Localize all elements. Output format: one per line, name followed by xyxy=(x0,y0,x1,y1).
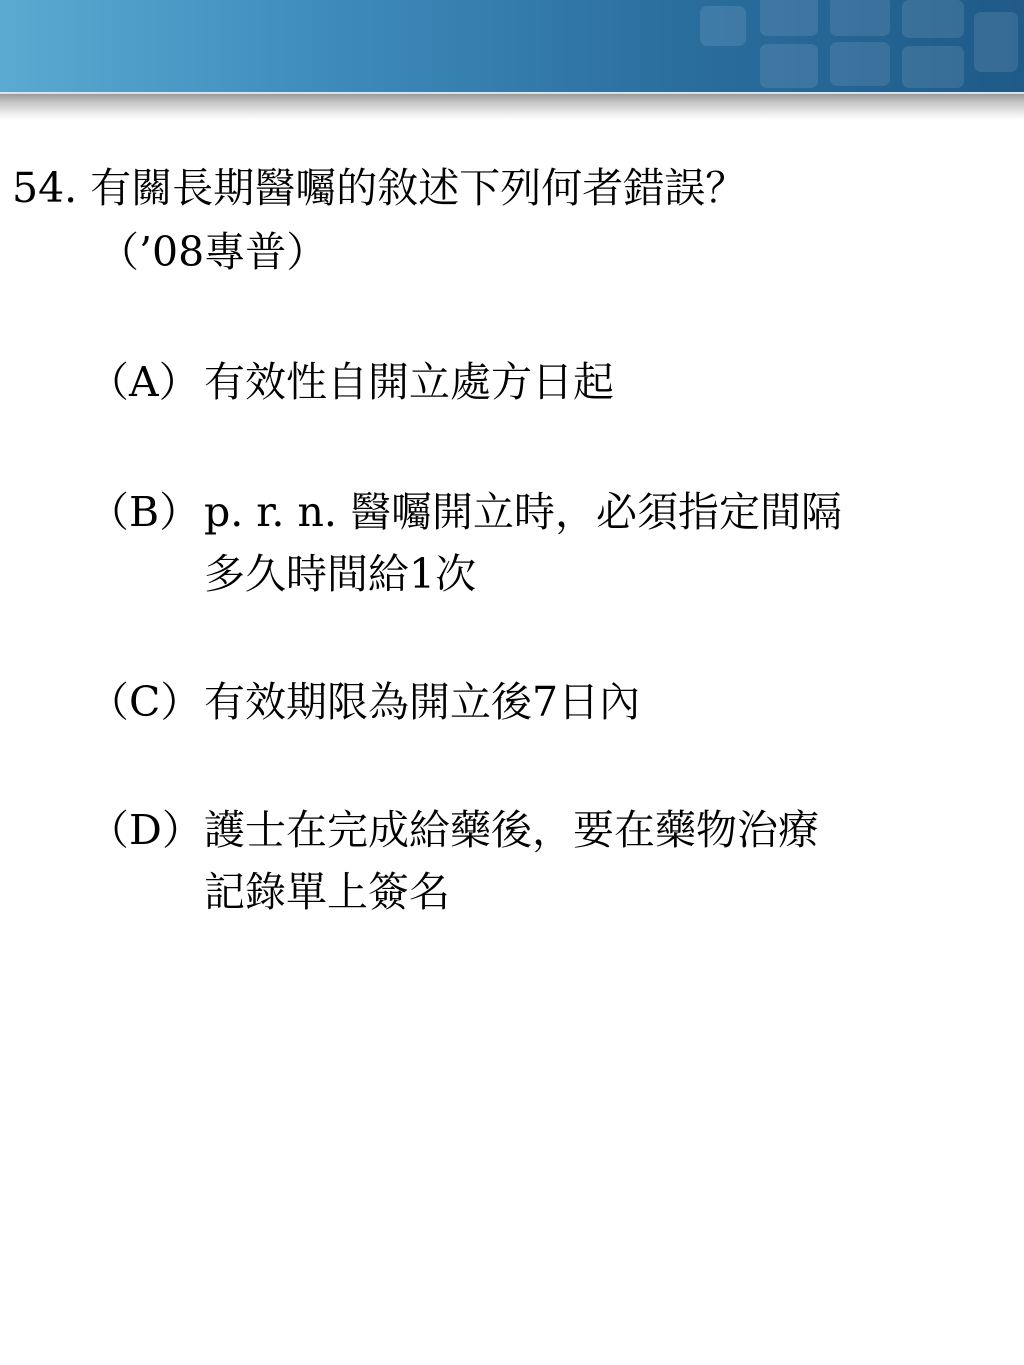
question-source: （’08專普） xyxy=(98,228,328,276)
option-b-text-continued: 多久時間給1次 xyxy=(204,550,477,598)
banner-decoration xyxy=(902,46,964,88)
option-d-text: 護士在完成給藥後，要在藥物治療 xyxy=(204,806,819,854)
question-text: 54. 有關長期醫囑的敘述下列何者錯誤？ xyxy=(12,164,747,212)
banner-decoration xyxy=(830,42,890,86)
option-d-text-continued: 記錄單上簽名 xyxy=(204,868,450,916)
banner-decoration xyxy=(902,0,964,38)
banner-decoration xyxy=(830,0,890,36)
banner-shadow xyxy=(0,94,1024,120)
banner-decoration xyxy=(760,44,818,88)
banner-decoration xyxy=(974,12,1018,72)
option-b-label: （B） xyxy=(88,488,201,536)
option-d-label: （D） xyxy=(88,806,203,854)
banner-decoration xyxy=(760,0,818,36)
option-b-text: p. r. n. 醫囑開立時，必須指定間隔 xyxy=(204,488,842,536)
header-banner xyxy=(0,0,1024,94)
banner-decoration xyxy=(700,6,746,46)
option-c-label: （C） xyxy=(88,678,202,726)
option-a-text: 有效性自開立處方日起 xyxy=(204,358,614,406)
option-c-text: 有效期限為開立後7日內 xyxy=(204,678,641,726)
option-a-label: （A） xyxy=(88,358,200,406)
